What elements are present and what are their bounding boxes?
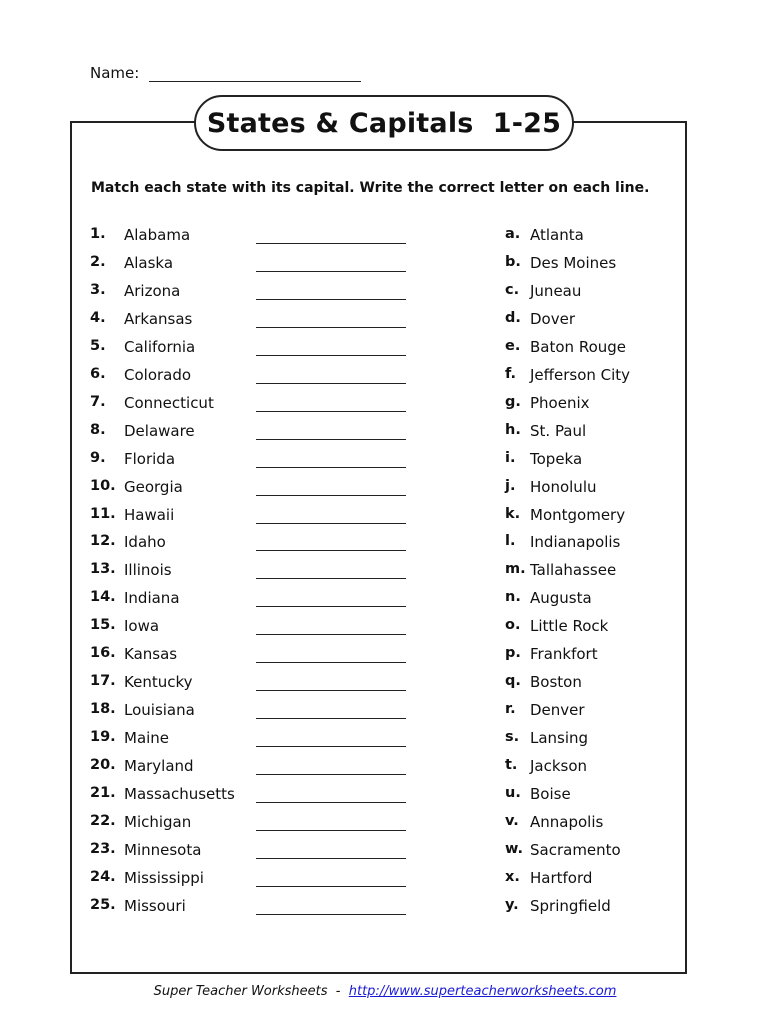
state-name: Delaware — [124, 421, 195, 440]
state-name: Michigan — [124, 812, 192, 831]
list-item — [0, 506, 770, 528]
answer-line[interactable] — [256, 383, 406, 384]
list-item — [0, 589, 770, 611]
answer-line[interactable] — [256, 243, 406, 244]
state-name: Minnesota — [124, 840, 202, 859]
state-number: 21. — [90, 785, 116, 801]
capital-letter: h. — [505, 421, 521, 438]
capital-letter: c. — [505, 281, 520, 298]
capital-letter: y. — [505, 896, 519, 913]
instructions: Match each state with its capital. Write the correct letter on each line. — [91, 180, 650, 196]
list-item — [0, 729, 770, 751]
list-item — [0, 254, 770, 276]
answer-line[interactable] — [256, 327, 406, 328]
list-item — [0, 813, 770, 835]
answer-line[interactable] — [256, 606, 406, 607]
state-number: 6. — [90, 365, 106, 382]
list-item — [0, 366, 770, 388]
answer-line[interactable] — [256, 271, 406, 272]
capital-name: Hartford — [530, 868, 593, 887]
answer-line[interactable] — [256, 802, 406, 803]
state-name: Georgia — [124, 477, 183, 496]
answer-line[interactable] — [256, 830, 406, 831]
capital-letter: l. — [505, 533, 516, 550]
name-row — [90, 64, 361, 82]
capital-letter: q. — [505, 673, 521, 690]
capital-letter: b. — [505, 253, 521, 270]
capital-letter: v. — [505, 812, 519, 829]
state-number: 9. — [90, 449, 106, 466]
answer-line[interactable] — [256, 914, 406, 915]
answer-line[interactable] — [256, 523, 406, 524]
state-name: Massachusetts — [124, 785, 235, 803]
state-number: 3. — [90, 281, 106, 298]
list-item — [0, 869, 770, 891]
state-name: Connecticut — [124, 393, 214, 412]
list-item — [0, 645, 770, 667]
capital-letter: e. — [505, 337, 521, 354]
state-name: California — [124, 337, 196, 356]
capital-name: Juneau — [530, 281, 582, 300]
state-number: 1. — [90, 226, 106, 242]
capital-name: Augusta — [530, 589, 592, 608]
state-name: Kentucky — [124, 673, 193, 692]
state-number: 10. — [90, 477, 116, 494]
capital-letter: w. — [505, 840, 523, 857]
capital-letter: j. — [505, 477, 516, 494]
state-number: 25. — [90, 896, 116, 913]
list-item — [0, 757, 770, 779]
capital-letter: f. — [505, 365, 517, 382]
capital-name: Phoenix — [530, 393, 590, 412]
capital-name: Frankfort — [530, 645, 598, 664]
capital-letter: n. — [505, 589, 521, 606]
answer-line[interactable] — [256, 858, 406, 859]
answer-line[interactable] — [256, 662, 406, 663]
list-item — [0, 338, 770, 360]
capital-name: Honolulu — [530, 477, 597, 496]
capital-name: Montgomery — [530, 505, 626, 524]
capital-name: Boston — [530, 673, 582, 692]
capital-letter: m. — [505, 561, 526, 578]
capital-name: Topeka — [530, 449, 583, 468]
capital-letter: r. — [505, 701, 516, 718]
capital-letter: g. — [505, 393, 521, 410]
capital-name: Des Moines — [530, 253, 617, 272]
answer-line[interactable] — [256, 550, 406, 551]
capital-name: Dover — [530, 309, 575, 328]
capital-letter: a. — [505, 226, 521, 242]
name-blank-line[interactable] — [149, 67, 361, 82]
state-number: 19. — [90, 729, 116, 746]
state-name: Arkansas — [124, 309, 193, 328]
state-number: 4. — [90, 309, 106, 326]
capital-letter: i. — [505, 449, 516, 466]
list-item — [0, 226, 770, 248]
footer — [0, 984, 770, 999]
answer-line[interactable] — [256, 411, 406, 412]
capital-letter: d. — [505, 309, 521, 326]
capital-name: Baton Rouge — [530, 337, 626, 356]
state-number: 16. — [90, 645, 116, 662]
list-item — [0, 897, 770, 919]
list-item — [0, 561, 770, 583]
capital-letter: p. — [505, 645, 521, 662]
state-name: Illinois — [124, 561, 172, 580]
answer-line[interactable] — [256, 718, 406, 719]
state-number: 5. — [90, 337, 106, 354]
state-number: 12. — [90, 533, 116, 550]
answer-line[interactable] — [256, 746, 406, 747]
footer-brand: Super Teacher Worksheets - — [153, 984, 349, 999]
list-item — [0, 673, 770, 695]
list-item — [0, 282, 770, 304]
state-number: 20. — [90, 757, 116, 774]
capital-name: Jackson — [530, 757, 588, 776]
state-name: Louisiana — [124, 701, 195, 720]
capital-name: Denver — [530, 701, 585, 720]
list-item — [0, 450, 770, 472]
state-name: Iowa — [124, 617, 160, 636]
answer-line[interactable] — [256, 439, 406, 440]
state-number: 11. — [90, 505, 116, 522]
state-name: Indiana — [124, 589, 180, 608]
capital-name: Sacramento — [530, 840, 621, 859]
capital-name: Annapolis — [530, 812, 604, 831]
list-item — [0, 533, 770, 555]
name-label: Name: — [90, 64, 140, 82]
list-item — [0, 617, 770, 639]
state-number: 15. — [90, 617, 116, 634]
capital-name: Jefferson City — [530, 365, 631, 384]
capital-name: Atlanta — [530, 226, 584, 244]
page-title: States & Capitals 1-25 — [206, 107, 562, 139]
answer-line[interactable] — [256, 578, 406, 579]
answer-line[interactable] — [256, 634, 406, 635]
list-item — [0, 478, 770, 500]
state-name: Idaho — [124, 533, 166, 552]
capital-letter: x. — [505, 868, 520, 885]
state-name: Maryland — [124, 757, 194, 776]
capital-letter: k. — [505, 505, 521, 522]
answer-line[interactable] — [256, 299, 406, 300]
state-number: 17. — [90, 673, 116, 690]
capital-letter: s. — [505, 729, 520, 746]
answer-line[interactable] — [256, 774, 406, 775]
state-name: Missouri — [124, 896, 186, 915]
capital-letter: o. — [505, 617, 521, 634]
state-name: Hawaii — [124, 505, 175, 524]
answer-line[interactable] — [256, 355, 406, 356]
capital-name: Indianapolis — [530, 533, 621, 552]
list-item — [0, 310, 770, 332]
capital-name: Boise — [530, 785, 571, 803]
state-number: 23. — [90, 840, 116, 857]
capital-name: Springfield — [530, 896, 611, 915]
state-name: Alaska — [124, 253, 174, 272]
list-item — [0, 841, 770, 863]
state-name: Arizona — [124, 281, 181, 300]
capital-name: Tallahassee — [530, 561, 617, 580]
capital-letter: t. — [505, 757, 518, 774]
answer-line[interactable] — [256, 495, 406, 496]
list-item — [0, 701, 770, 723]
list-item — [0, 394, 770, 416]
state-name: Alabama — [124, 226, 191, 244]
state-name: Colorado — [124, 365, 192, 384]
capital-name: St. Paul — [530, 421, 587, 440]
state-number: 14. — [90, 589, 116, 606]
state-number: 7. — [90, 393, 106, 410]
state-number: 24. — [90, 868, 116, 885]
state-name: Florida — [124, 449, 176, 468]
state-number: 18. — [90, 701, 116, 718]
state-number: 2. — [90, 253, 106, 270]
capital-name: Little Rock — [530, 617, 609, 636]
footer-link[interactable]: http://www.superteacherworksheets.com — [348, 984, 617, 999]
list-item — [0, 422, 770, 444]
state-name: Maine — [124, 729, 170, 748]
capital-name: Lansing — [530, 729, 589, 748]
answer-line[interactable] — [256, 886, 406, 887]
list-item — [0, 785, 770, 807]
state-name: Mississippi — [124, 868, 204, 887]
state-number: 22. — [90, 812, 116, 829]
answer-line[interactable] — [256, 690, 406, 691]
state-number: 8. — [90, 421, 106, 438]
answer-line[interactable] — [256, 467, 406, 468]
state-name: Kansas — [124, 645, 178, 664]
title-banner — [194, 95, 574, 151]
state-number: 13. — [90, 561, 116, 578]
capital-letter: u. — [505, 785, 521, 801]
